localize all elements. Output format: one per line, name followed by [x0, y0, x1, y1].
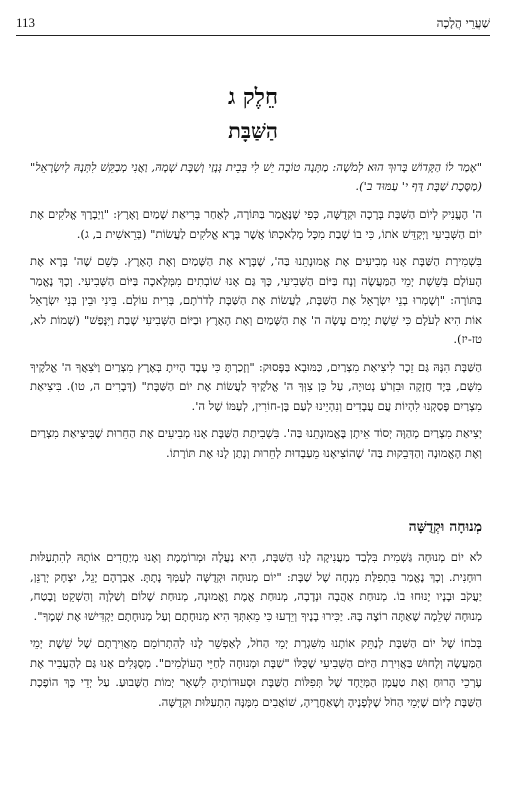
paragraph: הַשַּׁבָּת הִנָּהּ גַּם זֵכֶר לִיצִיאַת מִצְרַיִם, כַּמּוּבָא בַּפָּסוּק: "וְזָכַרְתָּ כִּי עֶבֶד הָיִיתָ בְּאֶרֶץ מִצְרַיִם וַיֹּצִאֲךָ ה' אֱלֹקֶיךָ מִשָּׁם, בְּיָד חֲזָקָה וּבִזְרֹעַ נְטוּיָה, עַל כֵּן צִוְּךָ ה' אֱלֹקֶיךָ לַעֲשׂוֹת אֶת יוֹם הַשַּׁבָּת" (דְּבָרִים ה, טו). בִּיצִיאַת מִצְרַיִם פָּסַקְנוּ לִהְיוֹת עֲם עֲבָדִים וְנִהְיֵינוּ לְעַם בֶּן-חוֹרִין, לְעַמּוֹ שֶׁל ה'. [30, 359, 482, 413]
chapter-title: הַשַּׁבָּת [228, 118, 278, 143]
running-head-title: שַׁעֲרֵי הֲלָכָה [436, 15, 490, 30]
paragraph: בִּשְׁמִירַת הַשַּׁבָּת אָנוּ מְבִיעִים אֶת אֱמוּנָתֵנוּ בַּה', שֶׁבָּרָא אֶת הַשָּׁמַיִם וְאֶת הָאָרֶץ. כְּשֵׁם שֶׁה' בָּרָא אֶת הָעוֹלָם בְּשֵׁשֶׁת יְמֵי הַמַּעֲשֶׂה וְנָח בַּיּוֹם הַשְּׁבִיעִי, כָּךְ גַּם אָנוּ שׁוֹבְתִים מִמְּלָאכָה בַּיּוֹם הַשְּׁבִיעִי. וְכָךְ נֶאֱמַר בַּתּוֹרָה: "וְשָׁמְרוּ בְנֵי יִשְׂרָאֵל אֶת הַשַּׁבָּת, לַעֲשׂוֹת אֶת הַשַּׁבָּת לְדֹרֹתָם, בְּרִית עוֹלָם. בֵּינִי וּבֵין בְּנֵי יִשְׂרָאֵל אוֹת הִיא לְעֹלָם כִּי שֵׁשֶׁת יָמִים עָשָׂה ה' אֶת הַשָּׁמַיִם וְאֶת הָאָרֶץ וּבַיּוֹם הַשְּׁבִיעִי שָׁבַת וַיִּנָּפַשׁ" (שְׁמוֹת לא, טז-יז). [30, 254, 482, 346]
page-number: 113 [16, 15, 36, 30]
section-heading: מְנוּחָה וּקְדֻשָּׁה [408, 519, 482, 535]
section-1-body [30, 205, 482, 471]
epigraph-quote: "אָמַר לוֹ הַקָּדוֹשׁ בָּרוּךְ הוּא לְמֹשֶׁה: מַתָּנָה טוֹבָה יֵשׁ לִי בְּבֵית גְּנָזַי וְשַׁבָּת שְׁמָהּ, וַאֲנִי מְבַקֵּשׁ לִתְּנָהּ לְיִשְׂרָאֵל" (מַסֶּכֶת שַׁבָּת דַּף י' עַמּוּד ב'). [30, 160, 482, 193]
part-title: חֵלֶק ג [227, 84, 278, 110]
paragraph: בְּכֹחוֹ שֶׁל יוֹם הַשַּׁבָּת לְנַתֵּק אוֹתָנוּ מִשִּׁגְרַת יְמֵי הַחֹל, לְאַפְשֵׁר לָנוּ לְהִתְרוֹמֵם מֵאֲוִירָתָם שֶׁל שֵׁשֶׁת יְמֵי הַמַּעֲשֶׂה וְלָחוּשׁ בַּאֲוִירַת הַיּוֹם הַשְּׁבִיעִי שֶׁכֻּלּוֹ "שַׁבָּת וּמְנוּחָה לְחַיֵּי הָעוֹלָמִים". מְסֻגָּלִים אָנוּ גַּם לְהַעֲבִיר אֶת עֶרְכֵי הָרוּחַ וְאֶת טַעֲמָן הַמְּיֻחָד שֶׁל תְּפִלּוֹת הַשַּׁבָּת וּסְעוּדוֹתֶיהָ לִשְׁאָר יְמוֹת הַשָּׁבוּעַ. עַל יְדֵי כָּךְ הוֹפֶכֶת הַשַּׁבָּת לְיוֹם שֶׁיְּמֵי הַחֹל שֶׁלְּפָנֶיהָ וְשֶׁאַחֲרֶיהָ, שׁוֹאֲבִים מִמֶּנָּה הִתְעַלּוּת וּקְדֻשָּׁה. [30, 636, 482, 709]
header-rule [16, 35, 490, 36]
paragraph: יְצִיאַת מִצְרַיִם מְהַוָּה יְסוֹד אֵיתָן בֶּאֱמוּנָתֵנוּ בַּה'. בִּשְׁבִיתַת הַשַּׁבָּת אָנוּ מְבִיעִים אֶת הַחֵרוּת שֶׁבִּיצִיאַת מִצְרַיִם וְאֶת הָאֱמוּנָה וְהַדְּבֵקוּת בַּה' שֶׁהוֹצִיאָנוּ מֵעַבְדוּת לְחֵרוּת וְנָתַן לָנוּ אֶת תּוֹרָתוֹ. [30, 426, 482, 460]
paragraph: ה' הֶעֱנִיק לְיוֹם הַשַּׁבָּת בְּרָכָה וּקְדֻשָּׁה, כְּפִי שֶׁנֶּאֱמַר בַּתּוֹרָה, לְאַחַר בְּרִיאַת שָׁמַיִם וָאָרֶץ: "וַיְבָרֶךְ אֱלֹקִים אֶת יוֹם הַשְּׁבִיעִי וַיְקַדֵּשׁ אֹתוֹ, כִּי בוֹ שָׁבַת מִכָּל מְלַאכְתּוֹ אֲשֶׁר בָּרָא אֱלֹקִים לַעֲשׂוֹת" (בְּרֵאשִׁית ב, ג). [30, 207, 482, 241]
paragraph: לֹא יוֹם מְנוּחָה גַּשְׁמִית בִּלְבַד מַעֲנִיקָה לָנוּ הַשַּׁבָּת, הִיא נַעֲלָה וּמְרוֹמֶמֶת וְאָנוּ מְיַחֲדִים אוֹתָהּ לְהִתְעַלּוּת רוּחָנִית. וְכָךְ נֶאֱמַר בִּתְפִלַּת מִנְחָה שֶׁל שַׁבָּת: "יוֹם מְנוּחָה וּקְדֻשָּׁה לְעַמְּךָ נָתָתָּ. אַבְרָהָם יָגֵל, יִצְחָק יְרַנֵּן, יַעֲקֹב וּבָנָיו יָנוּחוּ בוֹ. מְנוּחַת אַהֲבָה וּנְדָבָה, מְנוּחַת אֱמֶת וֶאֱמוּנָה, מְנוּחַת שָׁלוֹם וְשַׁלְוָה וְהַשְׁקֵט וָבֶטַח, מְנוּחָה שְׁלֵמָה שֶׁאַתָּה רוֹצֶה בָּהּ. יַכִּירוּ בָנֶיךָ וְיֵדְעוּ כִּי מֵאִתְּךָ הִיא מְנוּחָתָם וְעַל מְנוּחָתָם יַקְדִּישׁוּ אֶת שְׁמֶךָ". [30, 550, 482, 623]
section-2-body [30, 548, 482, 720]
running-head [16, 12, 490, 34]
